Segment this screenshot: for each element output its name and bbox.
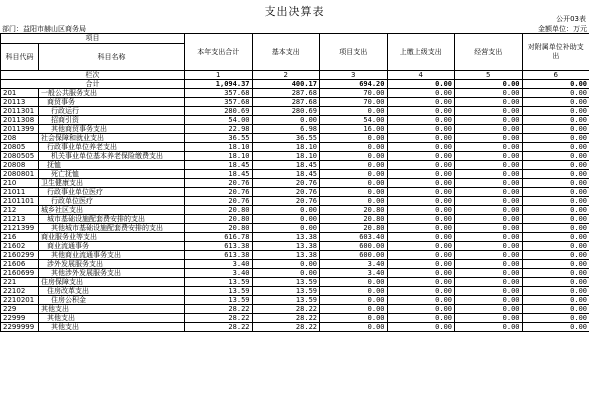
row-value: 13.38 xyxy=(252,242,320,251)
row-value: 0.00 xyxy=(387,278,455,287)
row-value: 280.69 xyxy=(185,107,253,116)
table-row xyxy=(1,89,589,98)
row-value: 600.00 xyxy=(320,242,388,251)
row-value: 0.00 xyxy=(455,161,523,170)
row-value: 13.38 xyxy=(252,251,320,260)
row-code: 212 xyxy=(1,206,39,215)
row-value: 0.00 xyxy=(522,125,589,134)
row-value: 0.00 xyxy=(522,98,589,107)
row-value: 0.00 xyxy=(387,134,455,143)
row-value: 3.40 xyxy=(185,260,253,269)
col-number: 5 xyxy=(455,71,523,80)
row-value: 0.00 xyxy=(455,116,523,125)
row-value: 0.00 xyxy=(522,260,589,269)
row-code: 21011 xyxy=(1,188,39,197)
table-row xyxy=(1,260,589,269)
row-value: 0.00 xyxy=(522,278,589,287)
row-value: 0.00 xyxy=(320,305,388,314)
row-value: 287.68 xyxy=(252,89,320,98)
row-value: 0.00 xyxy=(455,206,523,215)
row-code: 208 xyxy=(1,134,39,143)
row-code: 221 xyxy=(1,278,39,287)
table-row xyxy=(1,179,589,188)
row-name: 行政单位医疗 xyxy=(39,197,185,206)
row-value: 0.00 xyxy=(387,98,455,107)
row-code: 229 xyxy=(1,305,39,314)
table-row xyxy=(1,206,589,215)
row-value: 54.00 xyxy=(185,116,253,125)
row-value: 13.59 xyxy=(252,296,320,305)
row-value: 13.59 xyxy=(185,287,253,296)
row-code: 2080801 xyxy=(1,170,39,179)
row-value: 0.00 xyxy=(387,215,455,224)
row-code: 2011308 xyxy=(1,116,39,125)
row-value: 0.00 xyxy=(387,269,455,278)
row-value: 0.00 xyxy=(455,251,523,260)
row-name: 其他支出 xyxy=(39,305,185,314)
row-value: 0.00 xyxy=(387,260,455,269)
row-value: 0.00 xyxy=(387,188,455,197)
row-value: 20.76 xyxy=(252,197,320,206)
row-value: 13.38 xyxy=(252,233,320,242)
row-value: 0.00 xyxy=(522,197,589,206)
row-value: 0.00 xyxy=(455,224,523,233)
row-value: 20.76 xyxy=(252,188,320,197)
row-value: 0.00 xyxy=(522,143,589,152)
row-value: 0.00 xyxy=(387,251,455,260)
row-value: 287.68 xyxy=(252,98,320,107)
row-name: 涉外发展服务支出 xyxy=(39,260,185,269)
row-name: 其他商贸事务支出 xyxy=(39,125,185,134)
row-value: 0.00 xyxy=(455,215,523,224)
table-row xyxy=(1,134,589,143)
row-value: 0.00 xyxy=(252,215,320,224)
row-value: 0.00 xyxy=(455,152,523,161)
row-value: 0.00 xyxy=(387,161,455,170)
row-value: 0.00 xyxy=(522,161,589,170)
col-number: 3 xyxy=(320,71,388,80)
row-code: 21602 xyxy=(1,242,39,251)
row-value: 0.00 xyxy=(387,89,455,98)
row-value: 0.00 xyxy=(387,152,455,161)
row-value: 28.22 xyxy=(252,305,320,314)
table-row xyxy=(1,323,589,332)
row-value: 0.00 xyxy=(252,269,320,278)
table-row xyxy=(1,116,589,125)
row-value: 0.00 xyxy=(387,143,455,152)
row-value: 0.00 xyxy=(522,233,589,242)
row-name: 卫生健康支出 xyxy=(39,179,185,188)
row-value: 0.00 xyxy=(455,305,523,314)
total-value: 400.17 xyxy=(252,80,320,89)
table-row xyxy=(1,296,589,305)
table-row xyxy=(1,170,589,179)
table-row xyxy=(1,197,589,206)
header-name: 科目名称 xyxy=(39,44,185,71)
table-row xyxy=(1,161,589,170)
total-row xyxy=(1,80,589,89)
row-value: 0.00 xyxy=(455,323,523,332)
row-value: 0.00 xyxy=(522,251,589,260)
row-value: 28.22 xyxy=(252,314,320,323)
row-value: 0.00 xyxy=(522,170,589,179)
table-row xyxy=(1,224,589,233)
row-code: 2160299 xyxy=(1,251,39,260)
row-value: 0.00 xyxy=(522,89,589,98)
row-value: 20.80 xyxy=(185,224,253,233)
row-value: 28.22 xyxy=(185,314,253,323)
row-value: 0.00 xyxy=(387,206,455,215)
row-code: 20113 xyxy=(1,98,39,107)
header-col-1: 本年支出合计 xyxy=(185,34,253,71)
row-value: 0.00 xyxy=(320,143,388,152)
row-value: 13.59 xyxy=(185,296,253,305)
row-name: 其他支出 xyxy=(39,323,185,332)
row-label-cell: 栏次 xyxy=(1,71,185,80)
row-value: 36.55 xyxy=(185,134,253,143)
row-code: 22999 xyxy=(1,314,39,323)
row-value: 0.00 xyxy=(320,134,388,143)
row-value: 0.00 xyxy=(252,224,320,233)
row-value: 0.00 xyxy=(522,215,589,224)
row-value: 18.10 xyxy=(252,152,320,161)
row-value: 36.55 xyxy=(252,134,320,143)
row-value: 0.00 xyxy=(252,116,320,125)
row-value: 0.00 xyxy=(320,188,388,197)
table-row xyxy=(1,107,589,116)
row-value: 28.22 xyxy=(252,323,320,332)
row-value: 0.00 xyxy=(522,242,589,251)
row-value: 18.10 xyxy=(185,152,253,161)
row-value: 0.00 xyxy=(455,188,523,197)
row-code: 2121399 xyxy=(1,224,39,233)
row-value: 0.00 xyxy=(522,224,589,233)
department-label: 部门：益阳市赫山区商务局 xyxy=(2,25,86,33)
row-value: 613.38 xyxy=(185,251,253,260)
row-value: 28.22 xyxy=(185,305,253,314)
unit-label: 金额单位：万元 xyxy=(538,25,587,33)
row-value: 0.00 xyxy=(455,134,523,143)
row-value: 0.00 xyxy=(455,287,523,296)
row-value: 0.00 xyxy=(320,197,388,206)
table-row xyxy=(1,278,589,287)
row-value: 13.59 xyxy=(252,278,320,287)
row-value: 18.45 xyxy=(252,161,320,170)
row-value: 613.38 xyxy=(185,242,253,251)
row-value: 0.00 xyxy=(387,170,455,179)
row-value: 0.00 xyxy=(320,323,388,332)
row-value: 0.00 xyxy=(320,152,388,161)
row-value: 20.80 xyxy=(320,224,388,233)
row-value: 3.40 xyxy=(185,269,253,278)
row-value: 20.76 xyxy=(252,179,320,188)
row-value: 0.00 xyxy=(455,170,523,179)
row-value: 0.00 xyxy=(522,305,589,314)
row-name: 住房公积金 xyxy=(39,296,185,305)
form-number: 公开03表 xyxy=(556,15,586,23)
row-name: 住房保障支出 xyxy=(39,278,185,287)
header-code: 科目代码 xyxy=(1,44,39,71)
page-title: 支出决算表 xyxy=(264,5,325,18)
row-value: 20.80 xyxy=(320,206,388,215)
row-value: 0.00 xyxy=(455,125,523,134)
col-number: 1 xyxy=(185,71,253,80)
row-code: 2299999 xyxy=(1,323,39,332)
row-code: 20808 xyxy=(1,161,39,170)
row-value: 0.00 xyxy=(522,134,589,143)
row-code: 2210201 xyxy=(1,296,39,305)
row-value: 0.00 xyxy=(522,179,589,188)
row-value: 20.76 xyxy=(185,179,253,188)
row-name: 一般公共服务支出 xyxy=(39,89,185,98)
row-value: 0.00 xyxy=(455,89,523,98)
row-name: 招商引资 xyxy=(39,116,185,125)
row-value: 0.00 xyxy=(387,242,455,251)
row-value: 18.45 xyxy=(252,170,320,179)
row-value: 0.00 xyxy=(455,269,523,278)
expenditure-table xyxy=(0,33,589,332)
row-value: 616.78 xyxy=(185,233,253,242)
table-row xyxy=(1,98,589,107)
row-value: 20.76 xyxy=(185,197,253,206)
row-value: 0.00 xyxy=(455,314,523,323)
row-value: 13.59 xyxy=(252,287,320,296)
row-value: 0.00 xyxy=(320,170,388,179)
row-name: 城市基础设施配套费安排的支出 xyxy=(39,215,185,224)
row-value: 0.00 xyxy=(522,269,589,278)
row-value: 0.00 xyxy=(522,206,589,215)
table-body xyxy=(1,89,589,332)
row-value: 13.59 xyxy=(185,278,253,287)
row-name: 其他支出 xyxy=(39,314,185,323)
row-value: 0.00 xyxy=(252,206,320,215)
row-value: 0.00 xyxy=(387,107,455,116)
row-code: 216 xyxy=(1,233,39,242)
row-value: 28.22 xyxy=(185,323,253,332)
row-code: 2011301 xyxy=(1,107,39,116)
row-value: 0.00 xyxy=(387,287,455,296)
row-value: 280.69 xyxy=(252,107,320,116)
row-value: 0.00 xyxy=(455,179,523,188)
table-row xyxy=(1,233,589,242)
row-value: 0.00 xyxy=(387,197,455,206)
row-value: 0.00 xyxy=(320,161,388,170)
row-name: 商业服务业等支出 xyxy=(39,233,185,242)
row-code: 210 xyxy=(1,179,39,188)
row-value: 0.00 xyxy=(522,116,589,125)
row-value: 0.00 xyxy=(455,296,523,305)
row-value: 0.00 xyxy=(522,287,589,296)
row-value: 357.68 xyxy=(185,89,253,98)
row-value: 0.00 xyxy=(320,296,388,305)
row-value: 0.00 xyxy=(387,233,455,242)
row-value: 357.68 xyxy=(185,98,253,107)
table-row xyxy=(1,287,589,296)
row-value: 18.45 xyxy=(185,170,253,179)
row-value: 70.00 xyxy=(320,89,388,98)
row-value: 0.00 xyxy=(320,287,388,296)
row-value: 0.00 xyxy=(387,323,455,332)
total-value: 694.20 xyxy=(320,80,388,89)
row-value: 18.10 xyxy=(185,143,253,152)
row-value: 600.00 xyxy=(320,251,388,260)
row-value: 0.00 xyxy=(522,188,589,197)
header-col-3: 项目支出 xyxy=(320,34,388,71)
table-row xyxy=(1,152,589,161)
table-row xyxy=(1,215,589,224)
row-code: 2011399 xyxy=(1,125,39,134)
row-value: 0.00 xyxy=(320,179,388,188)
table-row xyxy=(1,143,589,152)
row-value: 0.00 xyxy=(455,107,523,116)
row-value: 0.00 xyxy=(455,278,523,287)
row-code: 22102 xyxy=(1,287,39,296)
row-code: 2160699 xyxy=(1,269,39,278)
row-value: 0.00 xyxy=(320,314,388,323)
table-row xyxy=(1,269,589,278)
row-value: 0.00 xyxy=(455,242,523,251)
row-name: 住房改革支出 xyxy=(39,287,185,296)
row-value: 0.00 xyxy=(455,143,523,152)
row-value: 20.76 xyxy=(185,188,253,197)
row-value: 0.00 xyxy=(455,197,523,206)
row-value: 0.00 xyxy=(387,296,455,305)
row-value: 3.40 xyxy=(320,260,388,269)
row-value: 6.98 xyxy=(252,125,320,134)
row-name: 行政事业单位养老支出 xyxy=(39,143,185,152)
row-value: 0.00 xyxy=(320,278,388,287)
col-number: 4 xyxy=(387,71,455,80)
row-code: 21213 xyxy=(1,215,39,224)
total-value: 0.00 xyxy=(522,80,589,89)
row-value: 0.00 xyxy=(387,224,455,233)
row-value: 22.98 xyxy=(185,125,253,134)
table-row xyxy=(1,125,589,134)
row-value: 0.00 xyxy=(522,152,589,161)
header-col-2: 基本支出 xyxy=(252,34,320,71)
row-code: 201 xyxy=(1,89,39,98)
row-value: 0.00 xyxy=(387,314,455,323)
row-name: 机关事业单位基本养老保险缴费支出 xyxy=(39,152,185,161)
row-name: 商业流通事务 xyxy=(39,242,185,251)
row-value: 0.00 xyxy=(455,260,523,269)
row-value: 20.80 xyxy=(320,215,388,224)
total-value: 0.00 xyxy=(387,80,455,89)
row-value: 3.40 xyxy=(320,269,388,278)
row-value: 0.00 xyxy=(522,314,589,323)
row-code: 20805 xyxy=(1,143,39,152)
row-value: 0.00 xyxy=(320,107,388,116)
header-col-4: 上缴上级支出 xyxy=(387,34,455,71)
row-value: 0.00 xyxy=(252,260,320,269)
table-row xyxy=(1,305,589,314)
row-value: 18.45 xyxy=(185,161,253,170)
table-row xyxy=(1,242,589,251)
row-value: 54.00 xyxy=(320,116,388,125)
row-value: 0.00 xyxy=(455,233,523,242)
row-code: 2080505 xyxy=(1,152,39,161)
total-label: 合计 xyxy=(1,80,185,89)
row-value: 18.10 xyxy=(252,143,320,152)
col-number: 2 xyxy=(252,71,320,80)
row-name: 行政事业单位医疗 xyxy=(39,188,185,197)
row-value: 0.00 xyxy=(522,107,589,116)
table-row xyxy=(1,251,589,260)
row-value: 20.80 xyxy=(185,215,253,224)
row-value: 0.00 xyxy=(387,116,455,125)
table-row xyxy=(1,314,589,323)
row-name: 抚恤 xyxy=(39,161,185,170)
total-value: 0.00 xyxy=(455,80,523,89)
header-col-6: 对附属单位补助支出 xyxy=(522,34,589,71)
row-value: 0.00 xyxy=(387,179,455,188)
row-name: 死亡抚恤 xyxy=(39,170,185,179)
row-value: 0.00 xyxy=(522,296,589,305)
row-name: 商贸事务 xyxy=(39,98,185,107)
header-col-5: 经营支出 xyxy=(455,34,523,71)
row-value: 0.00 xyxy=(455,98,523,107)
row-value: 0.00 xyxy=(522,323,589,332)
header-project: 项目 xyxy=(1,34,185,44)
row-value: 603.40 xyxy=(320,233,388,242)
row-code: 2101101 xyxy=(1,197,39,206)
row-value: 20.80 xyxy=(185,206,253,215)
row-code: 21606 xyxy=(1,260,39,269)
row-name: 其他商业流通事务支出 xyxy=(39,251,185,260)
row-name: 城乡社区支出 xyxy=(39,206,185,215)
table-row xyxy=(1,188,589,197)
col-number: 6 xyxy=(522,71,589,80)
row-name: 其他涉外发展服务支出 xyxy=(39,269,185,278)
row-name: 社会保障和就业支出 xyxy=(39,134,185,143)
row-value: 0.00 xyxy=(387,305,455,314)
row-value: 70.00 xyxy=(320,98,388,107)
row-value: 0.00 xyxy=(387,125,455,134)
total-value: 1,094.37 xyxy=(185,80,253,89)
row-name: 其他城市基础设施配套费安排的支出 xyxy=(39,224,185,233)
row-name: 行政运行 xyxy=(39,107,185,116)
row-value: 16.00 xyxy=(320,125,388,134)
